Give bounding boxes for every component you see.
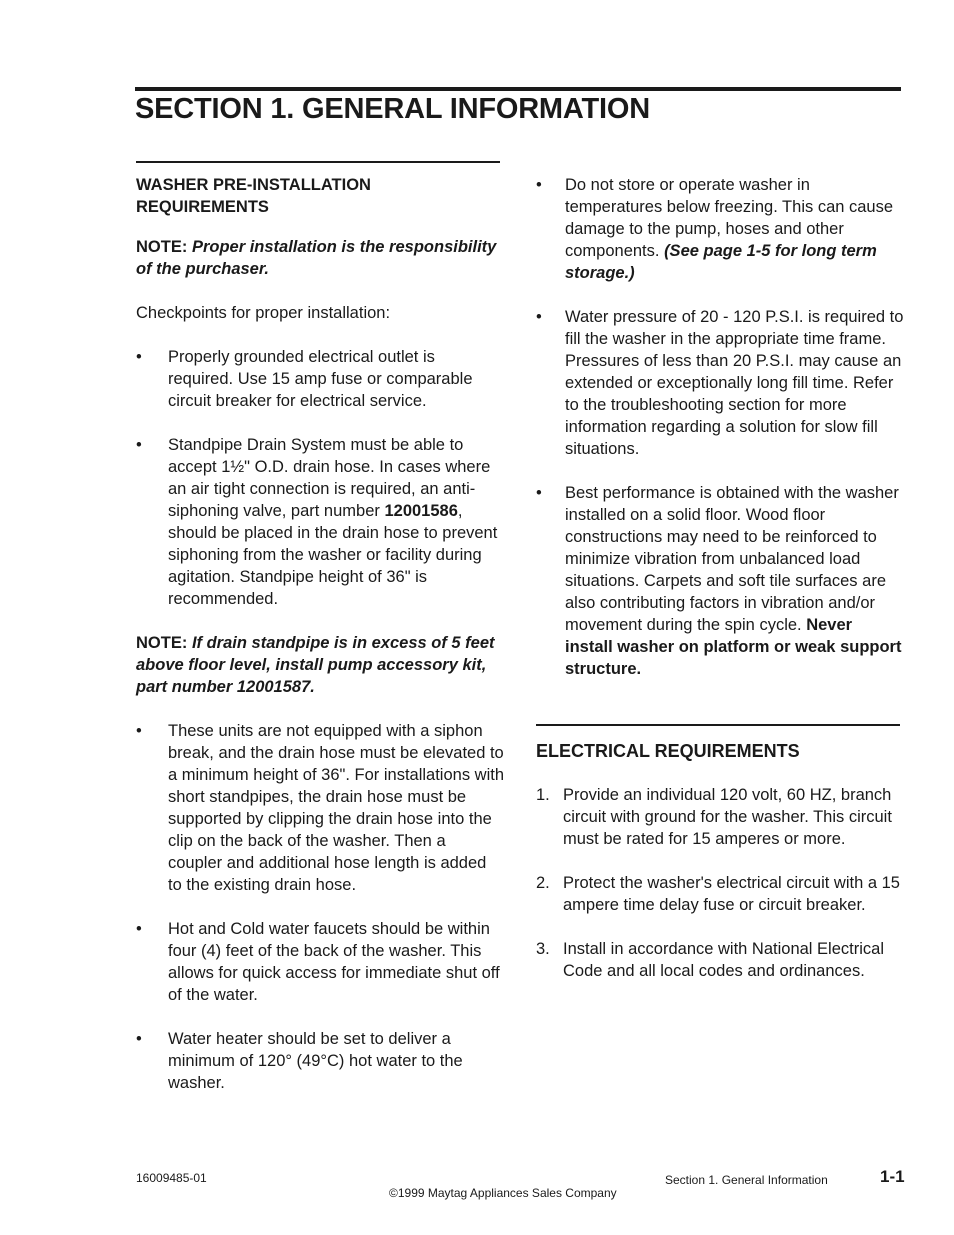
list-item: • Standpipe Drain System must be able to accept 1½" O.D. drain hose. In cases where an air tight connection is required, an anti-siphoning valve, part number 12001586, should be placed in the drain hose to prevent siphoning from the washer or facility during agitation. Standpipe height of 36" is recommended. xyxy=(136,436,498,608)
bullet: • xyxy=(136,722,142,740)
checkpoints-list-a xyxy=(136,346,504,610)
list-item: 3. Install in accordance with National Electrical Code and all local codes and ordinances. xyxy=(536,940,884,980)
electrical-list xyxy=(536,784,904,982)
list-item: 2. Protect the washer's electrical circuit with a 15 ampere time delay fuse or circuit breaker. xyxy=(536,874,900,914)
bullet: • xyxy=(136,920,142,938)
checkpoints-list-b xyxy=(136,720,504,1094)
note-label: NOTE: xyxy=(136,634,188,652)
list-item: 1. Provide an individual 120 volt, 60 HZ, branch circuit with ground for the washer. This circuit must be rated for 15 amperes or more. xyxy=(536,786,892,848)
list-item: • Water heater should be set to deliver a minimum of 120° (49°C) hot water to the washer. xyxy=(136,1030,463,1092)
list-item: • Do not store or operate washer in temperatures below freezing. This can cause damage to the pump, hoses and other components. (See page 1-5 for long term storage.) xyxy=(536,176,894,282)
note-standpipe xyxy=(136,632,504,698)
bullet: • xyxy=(136,348,142,366)
electrical-heading: ELECTRICAL REQUIREMENTS xyxy=(536,741,800,761)
bullet: • xyxy=(536,176,542,194)
item-number: 3. xyxy=(536,940,550,958)
bullet: • xyxy=(536,484,542,502)
page-title: SECTION 1. GENERAL INFORMATION xyxy=(135,93,650,125)
note-responsibility xyxy=(136,236,504,280)
bullet: • xyxy=(536,308,542,326)
list-item: • These units are not equipped with a siphon break, and the drain hose must be elevated to a minimum height of 36". For installations with short standpipes, the drain hose must be supported by clipping the drain hose into the clip on the back of the washer. Then a coupler and additional hose length is added to the existing drain hose. xyxy=(136,722,505,894)
doc-number: 16009485-01 xyxy=(136,1171,207,1185)
copyright: ©1999 Maytag Appliances Sales Company xyxy=(389,1186,617,1200)
pre-installation-heading: WASHER PRE-INSTALLATION REQUIREMENTS xyxy=(136,176,371,216)
list-item: • Water pressure of 20 - 120 P.S.I. is required to fill the washer in the appropriate time frame. Pressures of less than 20 P.S.I. may cause an extended or exceptionally long fill time. Refer to the troubleshooting section for more information regarding a solution for slow fill situations. xyxy=(536,308,904,458)
item-number: 2. xyxy=(536,874,550,892)
note-text: Proper installation is the responsibility of the purchaser. xyxy=(136,238,497,278)
part-number: 12001586 xyxy=(384,502,458,520)
left-column xyxy=(136,161,504,1094)
item-number: 1. xyxy=(536,786,550,804)
list-item: • Hot and Cold water faucets should be within four (4) feet of the back of the washer. This allows for quick access for immediate shut off of the water. xyxy=(136,920,500,1004)
electrical-heading-rule xyxy=(536,724,900,726)
note-label: NOTE: xyxy=(136,238,188,256)
left-heading-rule xyxy=(136,161,500,163)
bullet: • xyxy=(136,436,142,454)
list-item: • Properly grounded electrical outlet is required. Use 15 amp fuse or comparable circuit breaker for electrical service. xyxy=(136,348,473,410)
checkpoints-list-c xyxy=(536,174,904,680)
bullet: • xyxy=(136,1030,142,1048)
platform-warning: Never install washer on platform or weak support structure. xyxy=(565,616,902,678)
right-column xyxy=(536,174,904,982)
note-text: If drain standpipe is in excess of 5 feet above floor level, install pump accessory kit, part number 12001587. xyxy=(136,634,495,696)
top-rule xyxy=(135,87,901,91)
storage-reference: (See page 1-5 for long term storage.) xyxy=(565,242,877,282)
footer-section: Section 1. General Information xyxy=(665,1173,828,1187)
list-item: • Best performance is obtained with the washer installed on a solid floor. Wood floor constructions may need to be reinforced to minimize vibration from unbalanced load situations. Carpets and soft tile surfaces are also contributing factors in vibration and/or movement during the spin cycle. Never install washer on platform or weak support structure. xyxy=(536,484,902,678)
page-number: 1-1 xyxy=(880,1167,905,1186)
checkpoints-intro: Checkpoints for proper installation: xyxy=(136,304,391,322)
